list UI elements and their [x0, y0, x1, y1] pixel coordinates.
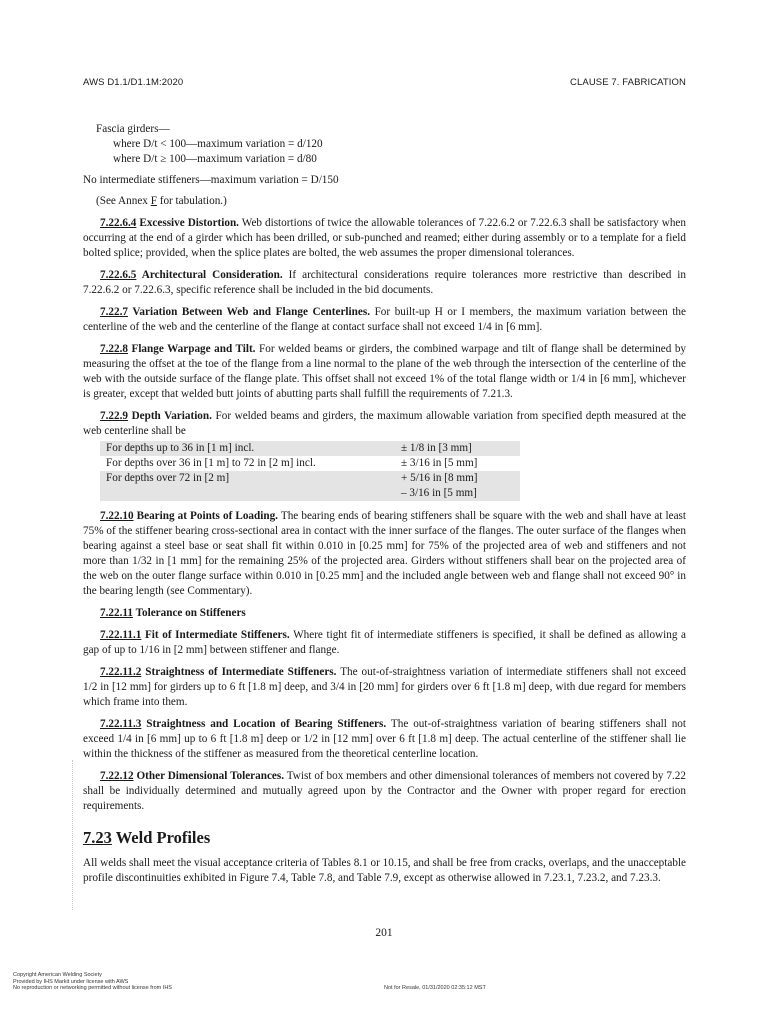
depth-cell: [100, 486, 395, 501]
page-body: [83, 122, 686, 886]
section-7-22-6-4: 7.22.6.4 Excessive Distortion. Web distortions of twice the allowable tolerances of 7.22.6.2 or 7.22.6.3 shall be satisfactory when occurring at the end of a girder which has been drilled, or sub-punched and reamed; either during assembly or to a template for a field bolted splice; provided, when the splice plates are bolted, the web assumes the proper dimensional tolerances.: [83, 217, 686, 259]
margin-watermark-mark: [72, 760, 74, 910]
fascia-title: Fascia girders—: [96, 123, 170, 135]
section-7-22-11-1: 7.22.11.1 Fit of Intermediate Stiffeners. Where tight fit of intermediate stiffeners is specified, it shall be defined as allowing a gap of up to 1/16 in [2 mm] between stiffener and flange.: [83, 629, 686, 656]
annex-reference: F: [150, 195, 157, 207]
footer-resale: Not for Resale, 01/31/2020 02:35:12 MST: [384, 985, 486, 991]
footer-copyright: Copyright American Welding Society: [13, 972, 102, 978]
section-7-22-9: 7.22.9 Depth Variation. For welded beams and girders, the maximum allowable variation from specified depth measured at the web centerline shall be: [83, 410, 687, 437]
no-stiffeners-line: No intermediate stiffeners—maximum variation = D/150: [83, 174, 339, 186]
section-7-22-12: 7.22.12 Other Dimensional Tolerances. Twist of box members and other dimensional tolerances of members not covered by 7.22 shall be individually determined and mutually agreed upon by the Contractor and the Owner with proper regard for erection requirements.: [83, 770, 686, 812]
depth-cell: For depths over 36 in [1 m] to 72 in [2 m] incl.: [106, 457, 316, 469]
footer-no-reproduction: No reproduction or networking permitted without license from IHS: [13, 985, 172, 991]
tolerance-cell: ± 1/8 in [3 mm]: [395, 441, 520, 456]
depth-tolerance-table: [100, 441, 520, 501]
table-row: [100, 441, 520, 456]
section-7-22-6-5: 7.22.6.5 Architectural Consideration. If architectural considerations require tolerances more restrictive than described in 7.22.6.2 or 7.22.6.3, specific reference shall be included in the bid documents.: [83, 269, 687, 296]
table-row: [100, 486, 520, 501]
depth-cell: For depths over 72 in [2 m]: [100, 471, 395, 486]
fascia-line-1: where D/t < 100—maximum variation = d/120: [113, 138, 323, 150]
depth-cell: For depths up to 36 in [1 m] incl.: [100, 441, 395, 456]
section-7-22-8: 7.22.8 Flange Warpage and Tilt. For welded beams or girders, the combined warpage and tilt of flange shall be determined by measuring the offset at the toe of the flange from a line normal to the plane of the web through the intersection of the centerline of the web with the outside surface of the flange plate. This offset shall not exceed 1% of the total flange width or 1/4 in [6 mm], whichever is greater, except that welded butt joints of abutting parts shall fulfill the requirements of 7.21.3.: [83, 343, 687, 400]
section-7-23-body: All welds shall meet the visual acceptance criteria of Tables 8.1 or 10.15, and shall be free from cracks, overlaps, and the unacceptable profile discontinuities exhibited in Figure 7.4, Table 7.8, and Table 7.9, except as otherwise allowed in 7.23.1, 7.23.2, and 7.23.3.: [83, 857, 686, 884]
section-7-22-7: 7.22.7 Variation Between Web and Flange Centerlines. For built-up H or I members, the maximum variation between the centerline of the web and the centerline of the flange at contact surface shall not exceed 1/4 in [6 mm].: [83, 306, 686, 333]
section-title-7-23: 7.23 Weld Profiles: [83, 828, 211, 847]
tolerance-cell: – 3/16 in [5 mm]: [395, 486, 520, 501]
see-annex-note: (See Annex F for tabulation.): [96, 195, 227, 207]
section-7-22-10: 7.22.10 Bearing at Points of Loading. The bearing ends of bearing stiffeners shall be square with the web and shall have at least 75% of the stiffener bearing cross-sectional area in contact with the inner surface of the flanges. The outer surface of the flanges when bearing against a steel base or seat shall fit within 0.010 in [0.25 mm] for 75% of the projected area of web and stiffeners and not more than 1/32 in [1 mm] for the remaining 25% of the projected area. Girders without stiffeners shall bear on the projected area of the web on the outer flange surface within 0.010 in [0.25 mm] and the included angle between web and flange shall not exceed 90° in the bearing length (see Commentary).: [83, 510, 687, 597]
table-row: [100, 456, 520, 471]
table-row: [100, 471, 520, 486]
running-header-clause: CLAUSE 7. FABRICATION: [570, 77, 686, 88]
footer-provided: Provided by IHS Markit under license with AWS: [13, 978, 129, 985]
section-7-22-11-2: 7.22.11.2 Straightness of Intermediate Stiffeners. The out-of-straightness variation of intermediate stiffeners shall not exceed 1/2 in [12 mm] for girders up to 6 ft [1.8 m] deep, and 3/4 in [20 mm] for girders over 6 ft [1.8 m] deep, with due regard for members which frame into them.: [83, 666, 686, 708]
footer-license: [13, 972, 172, 992]
section-7-22-11: 7.22.11 Tolerance on Stiffeners: [100, 607, 246, 619]
tolerance-cell: + 5/16 in [8 mm]: [395, 471, 520, 486]
fascia-line-2: where D/t ≥ 100—maximum variation = d/80: [113, 153, 317, 165]
tolerance-cell: ± 3/16 in [5 mm]: [401, 457, 478, 469]
running-header-standard: AWS D1.1/D1.1M:2020: [83, 77, 184, 88]
section-7-22-11-3: 7.22.11.3 Straightness and Location of Bearing Stiffeners. The out-of-straightness variation of bearing stiffeners shall not exceed 1/4 in [6 mm] up to 6 ft [1.8 m] deep or 1/2 in [12 mm] over 6 ft [1.8 m] deep. The actual centerline of the stiffener shall lie within the thickness of the stiffener as measured from the theoretical centerline location.: [83, 718, 687, 760]
page-number: 201: [375, 927, 393, 939]
